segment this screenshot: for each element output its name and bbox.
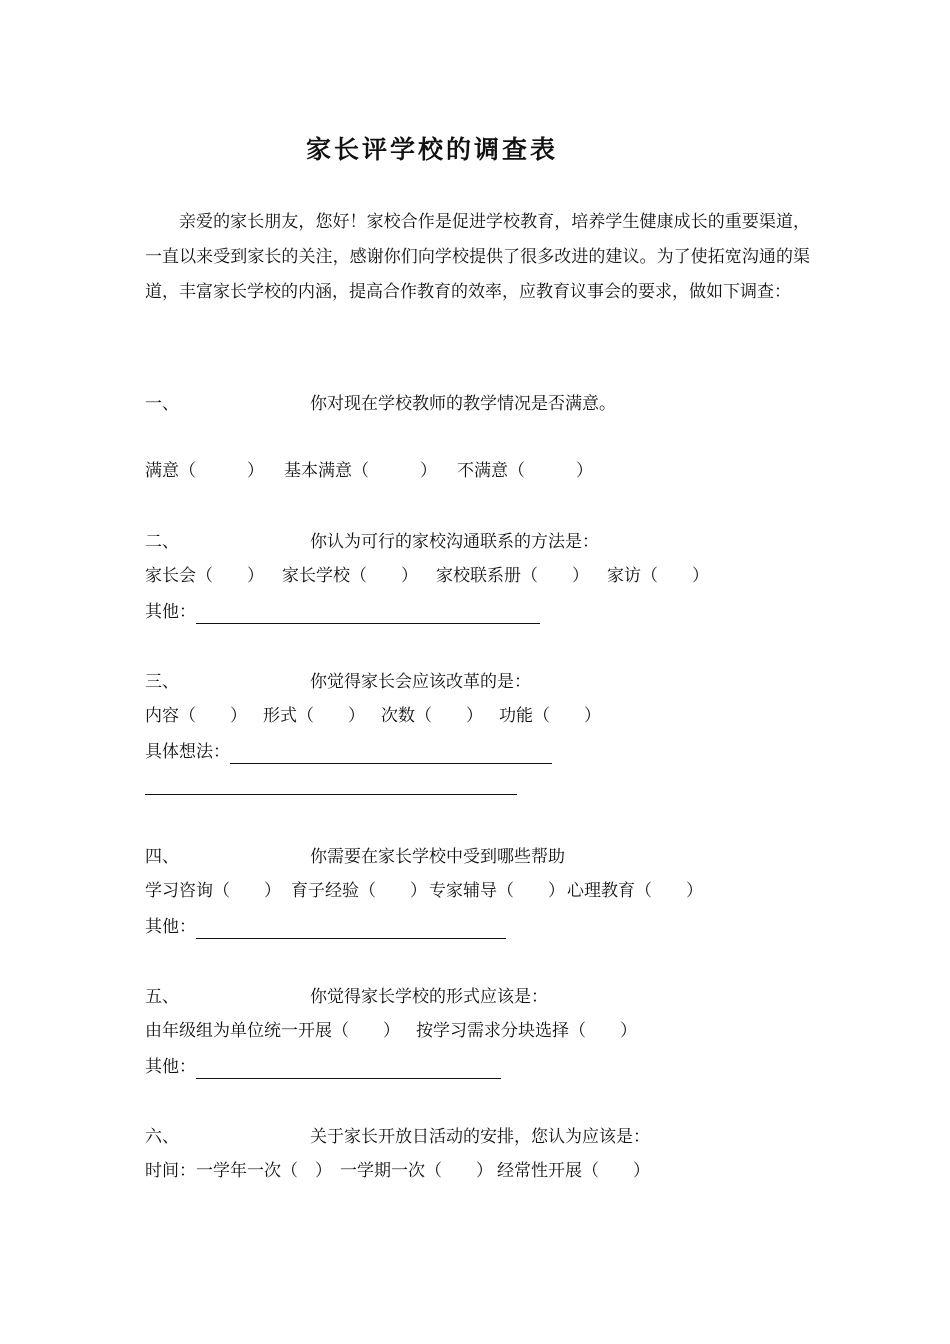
option-regular[interactable]: 经常性开展（ ） [497,1161,650,1181]
question-5-other [145,1055,501,1079]
question-4-text: 你需要在家长学校中受到哪些帮助 [310,847,565,867]
option-grade-unified[interactable]: 由年级组为单位统一开展（ ） [145,1021,400,1041]
question-6-number: 六、 [145,1127,179,1147]
option-contact-book[interactable]: 家校联系册（ ） [436,566,589,586]
ideas-input-line[interactable] [230,743,552,764]
question-2-text: 你认为可行的家校沟通联系的方法是： [310,532,599,552]
other-label: 其他： [145,602,196,622]
question-1-number: 一、 [145,394,179,414]
option-satisfied[interactable]: 满意（ ） [145,461,264,481]
other-input-line[interactable] [196,918,506,939]
other-label: 其他： [145,1057,196,1077]
option-unsatisfied[interactable]: 不满意（ ） [457,461,593,481]
question-3-number: 三、 [145,672,179,692]
question-2-options [145,564,709,588]
page-title: 家长评学校的调查表 [305,135,558,164]
question-3-options [145,704,601,728]
question-6-text: 关于家长开放日活动的安排，您认为应该是： [310,1127,650,1147]
other-label: 其他： [145,917,196,937]
question-3-text: 你觉得家长会应该改革的是： [310,672,531,692]
question-4-other [145,915,506,939]
question-4-number: 四、 [145,847,179,867]
other-input-line[interactable] [196,1058,501,1079]
option-function[interactable]: 功能（ ） [499,706,601,726]
intro-paragraph: 亲爱的家长朋友，您好！家校合作是促进学校教育，培养学生健康成长的重要渠道，一直以来受到家长的关注，感谢你们向学校提供了很多改进的建议。为了使拓宽沟通的渠道，丰富家长学校的内涵，提高合作教育的效率，应教育议事会的要求，做如下调查： [145,212,810,302]
option-parenting-experience[interactable]: 育子经验（ ） [291,881,427,901]
question-5-number: 五、 [145,987,179,1007]
option-frequency[interactable]: 次数（ ） [381,706,483,726]
option-content[interactable]: 内容（ ） [145,706,247,726]
option-needs-based[interactable]: 按学习需求分块选择（ ） [416,1021,637,1041]
question-4-options [145,879,703,903]
option-parent-school[interactable]: 家长学校（ ） [282,566,418,586]
option-expert-guidance[interactable]: 专家辅导（ ） [429,881,565,901]
option-once-per-term[interactable]: 一学期一次（ ） [340,1161,493,1181]
ideas-input-line-2[interactable] [145,793,517,795]
other-input-line[interactable] [196,603,540,624]
question-2-other [145,600,540,624]
question-5-options [145,1019,637,1043]
question-3-ideas [145,740,552,764]
option-once-per-year[interactable]: 时间：一学年一次（ ） [145,1161,332,1181]
question-6-options [145,1159,650,1183]
option-format[interactable]: 形式（ ） [263,706,365,726]
ideas-label: 具体想法： [145,742,230,762]
question-1-options [145,459,593,483]
option-parent-meeting[interactable]: 家长会（ ） [145,566,264,586]
question-1-text: 你对现在学校教师的教学情况是否满意。 [310,394,616,414]
option-basically-satisfied[interactable]: 基本满意（ ） [284,461,437,481]
option-home-visit[interactable]: 家访（ ） [607,566,709,586]
option-psych-education[interactable]: 心理教育（ ） [567,881,703,901]
option-study-consult[interactable]: 学习咨询（ ） [145,881,281,901]
question-5-text: 你觉得家长学校的形式应该是： [310,987,548,1007]
question-2-number: 二、 [145,532,179,552]
